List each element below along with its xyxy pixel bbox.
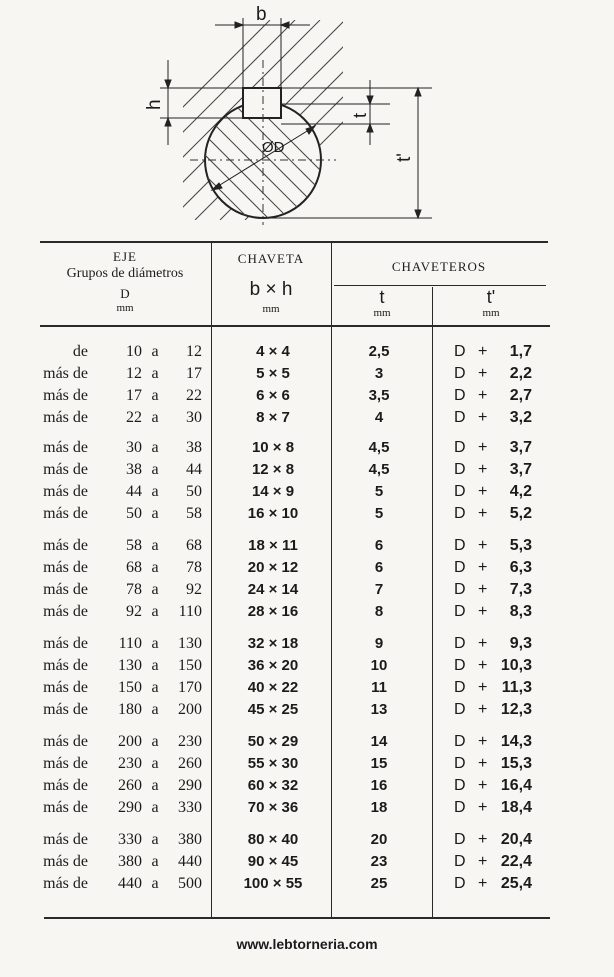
key-size-cell: 70 × 36 [247, 799, 299, 816]
table-row [0, 635, 614, 657]
range-from: 58 [126, 537, 142, 554]
range-from: 330 [118, 831, 142, 848]
diameter-range-cell [40, 831, 206, 853]
chaveteros-sub-rule [334, 285, 546, 286]
table-row [0, 505, 614, 527]
chaveta-unit: mm [262, 303, 280, 315]
tprime-d: D [454, 505, 466, 522]
key-size-cell: 16 × 10 [247, 505, 299, 522]
t-cell: 8 [374, 603, 384, 620]
tprime-d: D [454, 461, 466, 478]
table-row [0, 799, 614, 821]
range-separator: a [151, 777, 159, 794]
label-b: b [256, 4, 267, 25]
key-size-cell: 55 × 30 [247, 755, 299, 772]
range-to: 68 [186, 537, 202, 554]
tprime-value: 1,7 [509, 343, 532, 360]
range-to: 330 [178, 799, 202, 816]
table-row [0, 679, 614, 701]
row-group [0, 439, 614, 527]
key-size-cell: 14 × 9 [251, 483, 295, 500]
row-group [0, 537, 614, 625]
range-from: 230 [118, 755, 142, 772]
tprime-plus: + [478, 679, 488, 696]
diameter-range-cell [40, 409, 206, 431]
tprime-plus: + [478, 799, 488, 816]
range-separator: a [151, 799, 159, 816]
range-prefix: más de [43, 635, 88, 652]
row-group [0, 831, 614, 897]
range-separator: a [151, 505, 159, 522]
tprime-d: D [454, 733, 466, 750]
range-separator: a [151, 831, 159, 848]
t-cell: 18 [370, 799, 388, 816]
range-to: 58 [186, 505, 202, 522]
diameter-range-cell [40, 365, 206, 387]
tprime-value: 12,3 [500, 701, 532, 718]
key-size-cell: 5 × 5 [256, 365, 290, 382]
key-size-cell: 90 × 45 [247, 853, 299, 870]
tprime-plus: + [478, 505, 488, 522]
range-separator: a [151, 581, 159, 598]
row-group [0, 733, 614, 821]
tprime-d: D [454, 439, 466, 456]
diameter-range-cell [40, 657, 206, 679]
range-prefix: más de [43, 679, 88, 696]
range-from: 180 [118, 701, 142, 718]
tprime-plus: + [478, 365, 488, 382]
t-unit: mm [373, 307, 391, 319]
tprime-d: D [454, 387, 466, 404]
tprime-value: 2,7 [509, 387, 532, 404]
range-prefix: más de [43, 733, 88, 750]
tprime-d: D [454, 777, 466, 794]
key-size-cell: 100 × 55 [243, 875, 303, 892]
range-to: 130 [178, 635, 202, 652]
tprime-d: D [454, 679, 466, 696]
range-prefix: más de [43, 439, 88, 456]
t-cell: 4,5 [368, 461, 390, 478]
key-size-cell: 24 × 14 [247, 581, 299, 598]
table-row [0, 777, 614, 799]
tprime-value: 8,3 [509, 603, 532, 620]
tprime-d: D [454, 365, 466, 382]
range-from: 290 [118, 799, 142, 816]
row-group [0, 635, 614, 723]
key-size-cell: 20 × 12 [247, 559, 299, 576]
range-from: 92 [126, 603, 142, 620]
t-cell: 4 [374, 409, 384, 426]
tprime-value: 7,3 [509, 581, 532, 598]
range-prefix: más de [43, 559, 88, 576]
tprime-value: 4,2 [509, 483, 532, 500]
t-cell: 9 [374, 635, 384, 652]
range-to: 30 [186, 409, 202, 426]
range-to: 50 [186, 483, 202, 500]
key-size-cell: 28 × 16 [247, 603, 299, 620]
range-prefix: más de [43, 483, 88, 500]
keyway-table [0, 235, 614, 935]
eje-subtitle: Grupos de diámetros [66, 266, 184, 281]
range-from: 380 [118, 853, 142, 870]
table-row [0, 365, 614, 387]
range-from: 130 [118, 657, 142, 674]
t-cell: 3 [374, 365, 384, 382]
t-cell: 6 [374, 559, 384, 576]
range-separator: a [151, 537, 159, 554]
tprime-d: D [454, 343, 466, 360]
diameter-range-cell [40, 483, 206, 505]
tprime-unit: mm [482, 307, 500, 319]
range-to: 230 [178, 733, 202, 750]
diameter-range-cell [40, 439, 206, 461]
diameter-range-cell [40, 505, 206, 527]
range-from: 30 [126, 439, 142, 456]
range-from: 50 [126, 505, 142, 522]
tprime-plus: + [478, 635, 488, 652]
range-from: 68 [126, 559, 142, 576]
range-prefix: más de [43, 701, 88, 718]
key-size-cell: 40 × 22 [247, 679, 299, 696]
tprime-d: D [454, 853, 466, 870]
range-from: 10 [126, 343, 142, 360]
t-cell: 14 [370, 733, 388, 750]
tprime-plus: + [478, 559, 488, 576]
range-from: 22 [126, 409, 142, 426]
tprime-plus: + [478, 853, 488, 870]
t-cell: 5 [374, 505, 384, 522]
key-size-cell: 8 × 7 [256, 409, 290, 426]
range-from: 200 [118, 733, 142, 750]
tprime-value: 3,2 [509, 409, 532, 426]
range-prefix: más de [43, 777, 88, 794]
tprime-d: D [454, 559, 466, 576]
chaveta-title: CHAVETA [237, 251, 305, 266]
label-h: h [144, 99, 165, 110]
range-from: 78 [126, 581, 142, 598]
tprime-value: 10,3 [500, 657, 532, 674]
key-size-cell: 32 × 18 [247, 635, 299, 652]
tprime-d: D [454, 483, 466, 500]
label-diameter: ØD [262, 139, 285, 156]
tprime-plus: + [478, 875, 488, 892]
t-cell: 25 [370, 875, 388, 892]
t-symbol: t [379, 287, 385, 307]
chaveteros-title: CHAVETEROS [391, 259, 487, 274]
tprime-symbol: t' [486, 287, 496, 307]
t-cell: 3,5 [368, 387, 390, 404]
range-to: 150 [178, 657, 202, 674]
diameter-range-cell [40, 853, 206, 875]
tprime-d: D [454, 701, 466, 718]
tprime-value: 2,2 [509, 365, 532, 382]
diameter-range-cell [40, 461, 206, 483]
diameter-range-cell [40, 799, 206, 821]
range-separator: a [151, 701, 159, 718]
table-row [0, 853, 614, 875]
key-size-cell: 36 × 20 [247, 657, 299, 674]
tprime-d: D [454, 603, 466, 620]
range-separator: a [151, 409, 159, 426]
range-to: 200 [178, 701, 202, 718]
tprime-plus: + [478, 755, 488, 772]
range-separator: a [151, 755, 159, 772]
tprime-plus: + [478, 537, 488, 554]
label-t: t [350, 112, 370, 118]
range-prefix: más de [43, 657, 88, 674]
range-separator: a [151, 483, 159, 500]
tprime-plus: + [478, 603, 488, 620]
diameter-range-cell [40, 875, 206, 897]
range-separator: a [151, 387, 159, 404]
range-prefix: más de [43, 387, 88, 404]
row-group [0, 343, 614, 431]
t-cell: 20 [370, 831, 388, 848]
range-separator: a [151, 365, 159, 382]
key-size-cell: 80 × 40 [247, 831, 299, 848]
key-size-cell: 12 × 8 [251, 461, 295, 478]
range-to: 17 [186, 365, 202, 382]
t-cell: 13 [370, 701, 388, 718]
t-cell: 10 [370, 657, 388, 674]
tprime-value: 20,4 [500, 831, 532, 848]
range-prefix: más de [43, 365, 88, 382]
tprime-value: 22,4 [500, 853, 532, 870]
tprime-d: D [454, 581, 466, 598]
tprime-plus: + [478, 777, 488, 794]
tprime-d: D [454, 657, 466, 674]
range-separator: a [151, 343, 159, 360]
range-prefix: más de [43, 409, 88, 426]
tprime-plus: + [478, 831, 488, 848]
t-cell: 11 [371, 679, 387, 696]
tprime-d: D [454, 799, 466, 816]
tprime-d: D [454, 537, 466, 554]
table-bottom-rule [44, 917, 550, 919]
t-cell: 16 [370, 777, 388, 794]
t-cell: 6 [374, 537, 384, 554]
range-prefix: más de [43, 799, 88, 816]
range-to: 92 [186, 581, 202, 598]
t-cell: 15 [370, 755, 388, 772]
tprime-value: 11,3 [501, 679, 532, 696]
range-separator: a [151, 635, 159, 652]
range-separator: a [151, 733, 159, 750]
tprime-value: 9,3 [509, 635, 532, 652]
table-row [0, 559, 614, 581]
table-row [0, 387, 614, 409]
range-from: 38 [126, 461, 142, 478]
header-bottom-rule [40, 325, 550, 327]
range-from: 110 [118, 635, 142, 652]
tprime-plus: + [478, 581, 488, 598]
key-size-cell: 60 × 32 [247, 777, 299, 794]
tprime-value: 3,7 [509, 461, 532, 478]
shaft-key-diagram [0, 0, 614, 235]
range-to: 22 [186, 387, 202, 404]
table-row [0, 409, 614, 431]
diameter-range-cell [40, 581, 206, 603]
table-row [0, 581, 614, 603]
tprime-plus: + [478, 461, 488, 478]
range-from: 17 [126, 387, 142, 404]
tprime-value: 18,4 [500, 799, 532, 816]
range-to: 440 [178, 853, 202, 870]
tprime-value: 5,2 [509, 505, 532, 522]
t-cell: 23 [370, 853, 388, 870]
tprime-value: 25,4 [500, 875, 532, 892]
range-prefix: más de [43, 853, 88, 870]
range-to: 12 [186, 343, 202, 360]
table-row [0, 657, 614, 679]
tprime-d: D [454, 409, 466, 426]
t-cell: 5 [374, 483, 384, 500]
range-to: 260 [178, 755, 202, 772]
website-footer: www.lebtorneria.com [236, 936, 378, 952]
tprime-plus: + [478, 733, 488, 750]
table-row [0, 755, 614, 777]
range-separator: a [151, 461, 159, 478]
diameter-range-cell [40, 679, 206, 701]
tprime-d: D [454, 831, 466, 848]
table-row [0, 701, 614, 723]
key-size-cell: 4 × 4 [256, 343, 290, 360]
tprime-value: 16,4 [500, 777, 532, 794]
tprime-value: 15,3 [500, 755, 532, 772]
range-to: 78 [186, 559, 202, 576]
range-to: 290 [178, 777, 202, 794]
range-from: 440 [118, 875, 142, 892]
tprime-d: D [454, 635, 466, 652]
diameter-range-cell [40, 387, 206, 409]
range-prefix: más de [43, 831, 88, 848]
key-size-cell: 50 × 29 [247, 733, 299, 750]
eje-title: EJE [113, 249, 137, 264]
tprime-value: 3,7 [509, 439, 532, 456]
table-row [0, 537, 614, 559]
diameter-range-cell [40, 537, 206, 559]
t-cell: 2,5 [368, 343, 390, 360]
key-size-cell: 45 × 25 [247, 701, 299, 718]
chaveta-symbol: b × h [249, 279, 293, 300]
range-to: 170 [178, 679, 202, 696]
range-separator: a [151, 439, 159, 456]
diameter-range-cell [40, 755, 206, 777]
range-prefix: de [72, 343, 88, 360]
range-from: 150 [118, 679, 142, 696]
t-cell: 4,5 [368, 439, 390, 456]
range-prefix: más de [43, 755, 88, 772]
eje-unit: mm [116, 302, 134, 314]
range-from: 44 [126, 483, 142, 500]
range-prefix: más de [43, 537, 88, 554]
range-from: 260 [118, 777, 142, 794]
diameter-range-cell [40, 733, 206, 755]
key-rectangle [243, 88, 281, 118]
range-separator: a [151, 559, 159, 576]
range-prefix: más de [43, 461, 88, 478]
tprime-value: 6,3 [509, 559, 532, 576]
tprime-plus: + [478, 343, 488, 360]
eje-symbol: D [120, 286, 130, 301]
range-separator: a [151, 853, 159, 870]
diameter-range-cell [40, 635, 206, 657]
tprime-d: D [454, 755, 466, 772]
range-prefix: más de [43, 603, 88, 620]
range-separator: a [151, 657, 159, 674]
range-to: 500 [178, 875, 202, 892]
table-row [0, 831, 614, 853]
key-size-cell: 6 × 6 [256, 387, 290, 404]
table-row [0, 439, 614, 461]
diameter-range-cell [40, 343, 206, 365]
diameter-range-cell [40, 701, 206, 723]
tprime-plus: + [478, 701, 488, 718]
range-separator: a [151, 603, 159, 620]
tprime-value: 5,3 [509, 537, 532, 554]
table-row [0, 483, 614, 505]
range-separator: a [151, 679, 159, 696]
key-size-cell: 18 × 11 [248, 537, 298, 554]
diameter-range-cell [40, 777, 206, 799]
table-row [0, 875, 614, 897]
tprime-d: D [454, 875, 466, 892]
label-tprime: t' [394, 153, 415, 162]
tprime-plus: + [478, 409, 488, 426]
table-top-rule [40, 241, 548, 243]
range-to: 110 [178, 603, 202, 620]
key-size-cell: 10 × 8 [251, 439, 295, 456]
tprime-plus: + [478, 439, 488, 456]
range-prefix: más de [43, 505, 88, 522]
range-to: 44 [186, 461, 202, 478]
tprime-plus: + [478, 657, 488, 674]
range-separator: a [151, 875, 159, 892]
table-row [0, 603, 614, 625]
range-prefix: más de [43, 581, 88, 598]
range-to: 38 [186, 439, 202, 456]
tprime-value: 14,3 [500, 733, 532, 750]
table-row [0, 461, 614, 483]
diameter-range-cell [40, 559, 206, 581]
table-row [0, 343, 614, 365]
tprime-plus: + [478, 483, 488, 500]
t-cell: 7 [374, 581, 384, 598]
range-to: 380 [178, 831, 202, 848]
tprime-plus: + [478, 387, 488, 404]
table-row [0, 733, 614, 755]
range-from: 12 [126, 365, 142, 382]
range-prefix: más de [43, 875, 88, 892]
diameter-range-cell [40, 603, 206, 625]
